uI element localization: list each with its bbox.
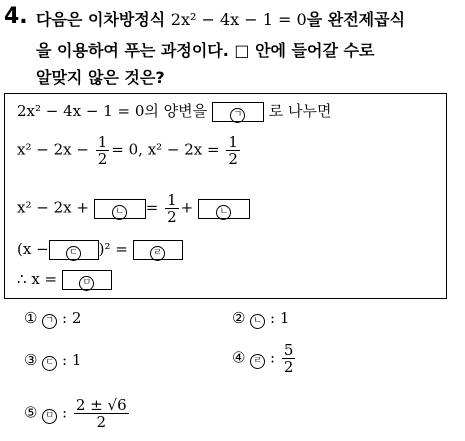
question-line-1 xyxy=(36,7,405,30)
step-complete-square: x² − 2x + ㄴ = $\frac{1}{2}$ + ㄴ xyxy=(17,192,250,225)
question-text: 다음은 이차방정식 xyxy=(36,10,166,29)
blank-b: ㄴ xyxy=(94,199,146,219)
fraction-half: $\frac{1}{2}$ xyxy=(97,133,108,168)
fraction-half: $\frac{1}{2}$ xyxy=(228,133,238,168)
option-1[interactable]: ① ㄱ : 2 xyxy=(24,309,82,327)
step-divided: x² − 2x − $\frac{1}{2}$ = 0, x² − 2x = $\frac{1}{2}$ xyxy=(17,133,238,168)
question-line-2: 을 이용하여 푸는 과정이다. □ 안에 들어갈 수로 xyxy=(36,41,375,60)
blank-c: ㄷ xyxy=(49,240,99,260)
option-3[interactable]: ③ ㄷ : 1 xyxy=(24,351,82,369)
option-2[interactable]: ② ㄴ : 1 xyxy=(232,309,290,327)
step-divide: 2x² − 4x − 1 = 0의 양변을 ㄱ 로 나누면 xyxy=(17,100,331,122)
blank-d: ㄹ xyxy=(133,240,183,260)
option-5[interactable]: ⑤ ㅁ : $\frac{2 \pm √6}{2}$ xyxy=(24,396,127,431)
option-4-fraction: $\frac{5}{2}$ xyxy=(283,341,294,376)
blank-a: ㄱ xyxy=(212,102,264,122)
question-number: 4. xyxy=(4,4,28,29)
fraction-half: $\frac{1}{2}$ xyxy=(167,191,177,226)
blank-b-repeat: ㄴ xyxy=(198,199,250,219)
option-4[interactable]: ④ ㄹ : $\frac{5}{2}$ xyxy=(232,341,294,376)
question-equation: 2x² − 4x − 1 = 0 xyxy=(170,10,307,29)
blank-e: ㅁ xyxy=(62,270,112,290)
solution-box xyxy=(4,93,447,299)
step-solution: ∴ x = ㅁ xyxy=(17,270,112,290)
question-line-3: 알맞지 않은 것은? xyxy=(36,68,165,87)
step-square-form: (x − ㄷ )² = ㄹ xyxy=(17,240,183,260)
option-5-fraction: $\frac{2 \pm √6}{2}$ xyxy=(75,396,127,431)
question-text: 을 완전제곱식 xyxy=(306,10,406,29)
